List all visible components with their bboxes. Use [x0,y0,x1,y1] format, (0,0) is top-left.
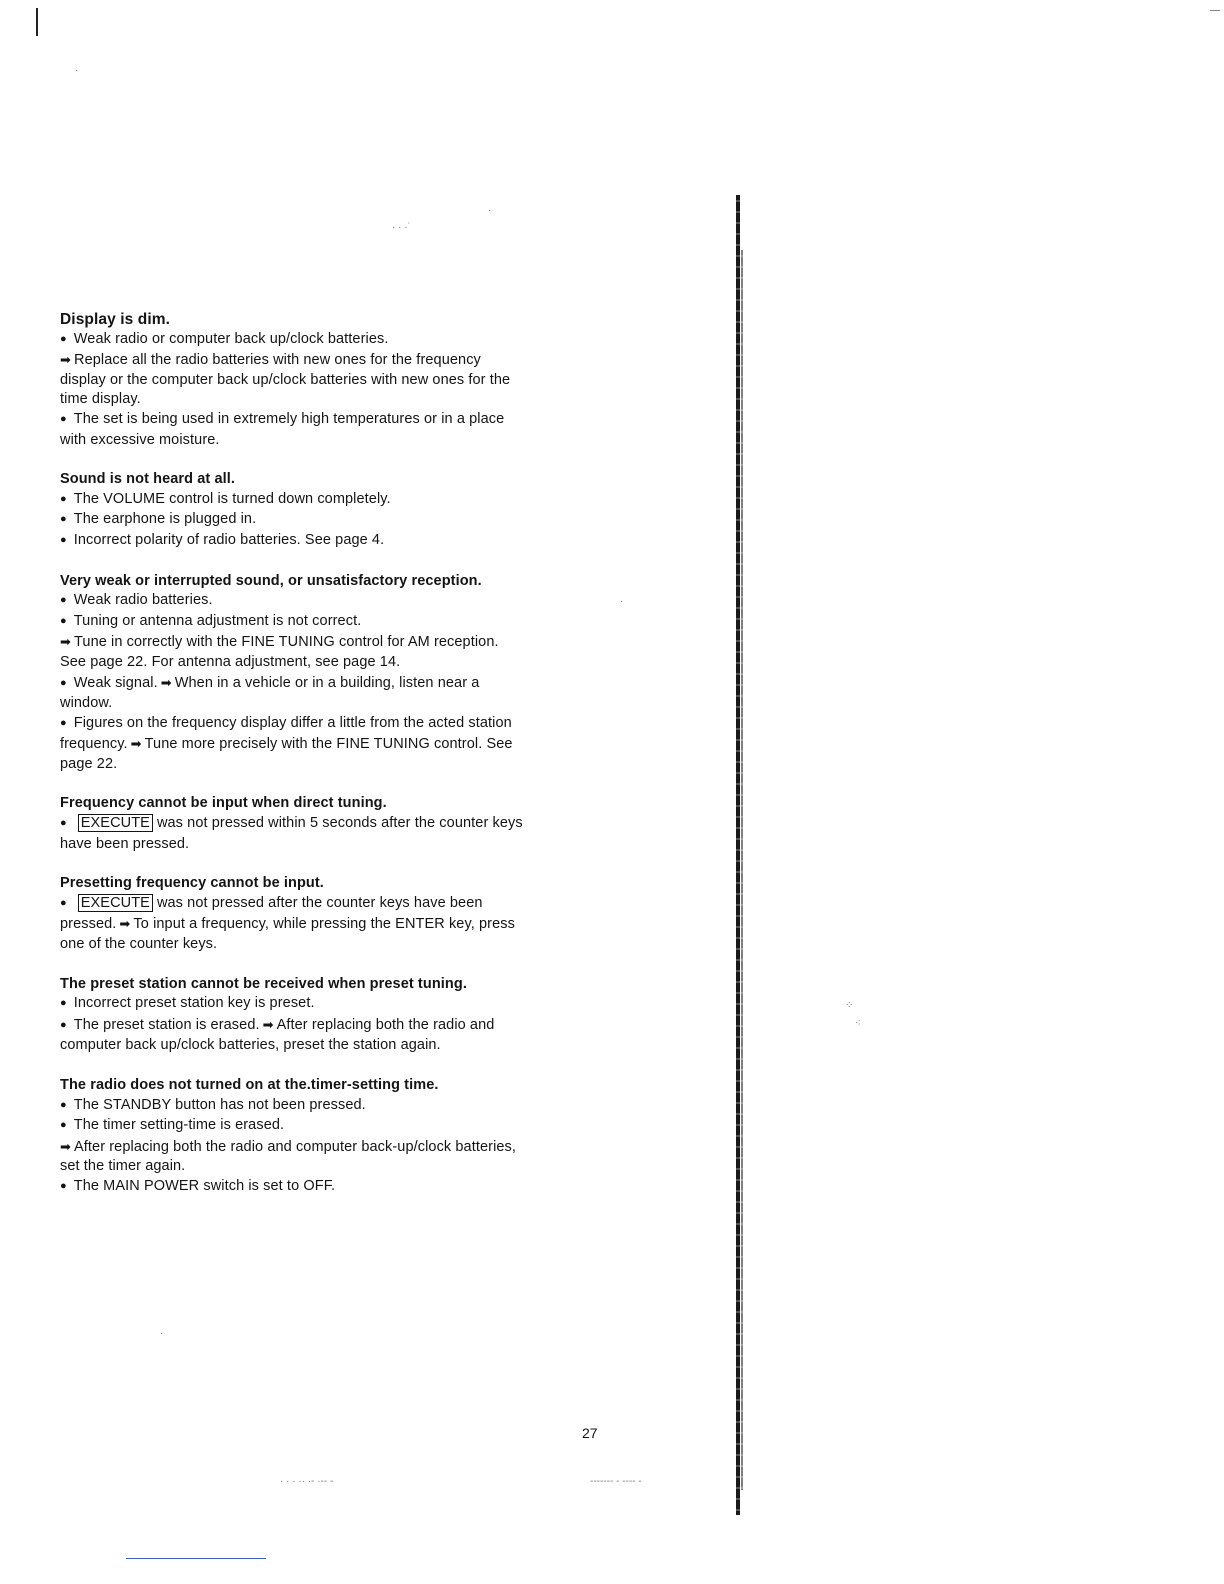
line-text: Figures on the frequency display differ a little from the acted station [73,714,512,731]
text-line [60,350,592,371]
text-line [60,673,592,695]
line-text: display or the computer back up/clock batteries with new ones for the [60,371,511,388]
section-heading: Presetting frequency cannot be input. [60,875,324,892]
section-heading: Sound is not heard at all. [60,471,236,488]
line-text: The MAIN POWER switch is set to OFF. [73,1177,336,1194]
text-line [60,814,592,835]
execute-key-label: EXECUTE [78,814,153,832]
text-line [60,330,592,351]
blue-underline-mark [126,1558,266,1559]
line-text: The earphone is plugged in. [73,511,257,528]
troubleshooting-content [60,310,592,1218]
line-text: one of the counter keys. [60,936,218,953]
scan-mark-left [36,8,38,36]
line-text: The timer setting-time is erased. [73,1117,285,1134]
scan-speck: · [620,596,624,607]
text-line [60,531,592,552]
troubleshooting-section [60,874,592,954]
text-line [60,1157,592,1177]
line-text: Replace all the radio batteries with new ones for the frequency [74,352,481,369]
line-text: with excessive moisture. [60,431,220,448]
scan-mark-top-right [1210,10,1220,11]
troubleshooting-section [60,470,592,551]
text-line [60,390,592,410]
binding-edge-shadow [741,250,743,1490]
line-text: was not pressed after the counter keys have been [156,894,483,911]
text-line [60,935,592,955]
scan-speck: · [75,65,79,76]
text-line [60,994,592,1015]
troubleshooting-section [60,975,592,1056]
line-text: window. [60,695,113,712]
line-text: The set is being used in extremely high temperatures or in a place [73,410,505,427]
line-text: Tune in correctly with the FINE TUNING control for AM reception. [74,634,499,651]
line-text: pressed. [60,916,117,933]
text-line [60,431,592,451]
line-text: The STANDBY button has not been pressed. [73,1096,366,1113]
troubleshooting-section [60,310,592,450]
arrow-icon: ➡ [119,916,131,932]
text-line [60,835,592,855]
text-line [60,371,592,391]
text-line [60,510,592,531]
page-number: 27 [582,1425,598,1441]
scan-speck: · · ·˙ [392,222,411,233]
scan-speck: · [488,205,492,216]
text-line [60,1036,592,1056]
troubleshooting-section [60,794,592,854]
text-line [60,612,592,633]
line-text: computer back up/clock batteries, preset the station again. [60,1037,441,1054]
section-heading: The preset station cannot be received when preset tuning. [60,975,467,992]
section-heading: Frequency cannot be input when direct tuning. [60,795,387,812]
text-line [60,1015,592,1037]
scan-speck: · · · ·· ·- ·-- - [280,1476,334,1487]
line-text: The VOLUME control is turned down completely. [73,490,391,507]
scan-speck: · [160,1328,164,1339]
troubleshooting-section [60,572,592,775]
line-text: The preset station is erased. [73,1016,260,1033]
line-text: page 22. [60,755,118,772]
text-line [60,1096,592,1117]
section-heading: Very weak or interrupted sound, or unsatisfactory reception. [60,572,482,589]
line-text: To input a frequency, while pressing the ENTER key, press [133,916,515,933]
binding-edge [736,195,740,1515]
arrow-icon: ➡ [130,736,142,752]
text-line [60,894,592,915]
line-text: After replacing both the radio and computer back-up/clock batteries, [74,1138,517,1155]
text-line [60,632,592,653]
text-line [60,490,592,511]
line-text: Tune more precisely with the FINE TUNING control. See [144,736,513,753]
line-text: set the timer again. [60,1158,186,1175]
section-heading: Display is dim. [60,311,171,328]
section-heading: The radio does not turned on at the.timer-setting time. [60,1077,439,1093]
troubleshooting-section [60,1076,592,1198]
line-text: have been pressed. [60,835,190,852]
scan-speck: ⁘ [845,1000,854,1011]
line-text: frequency. [60,736,128,753]
arrow-icon: ➡ [262,1016,274,1032]
text-line [60,755,592,775]
execute-key-label: EXECUTE [78,894,153,912]
text-line [60,694,592,714]
line-text: After replacing both the radio and [276,1016,495,1033]
line-text: Weak radio or computer back up/clock batteries. [73,330,389,347]
text-line [60,1116,592,1137]
text-line [60,410,592,431]
line-text: time display. [60,391,141,408]
arrow-icon: ➡ [160,674,172,690]
line-text: Tuning or antenna adjustment is not correct. [73,612,362,629]
text-line [60,653,592,673]
text-line [60,714,592,735]
text-line [60,734,592,755]
text-line [60,1137,592,1158]
line-text: When in a vehicle or in a building, listen near a [174,674,480,691]
text-line [60,914,592,935]
line-text: Incorrect preset station key is preset. [73,995,315,1012]
scan-speck: ⁖ [855,1018,861,1029]
line-text: Weak radio batteries. [73,592,213,609]
line-text: See page 22. For antenna adjustment, see page 14. [60,653,401,670]
line-text: Weak signal. [73,674,158,691]
text-line [60,591,592,612]
line-text: was not pressed within 5 seconds after the counter keys [156,815,523,832]
scan-speck: ------- - ---- - [590,1476,642,1487]
line-text: Incorrect polarity of radio batteries. See page 4. [73,531,385,548]
text-line [60,1177,592,1198]
